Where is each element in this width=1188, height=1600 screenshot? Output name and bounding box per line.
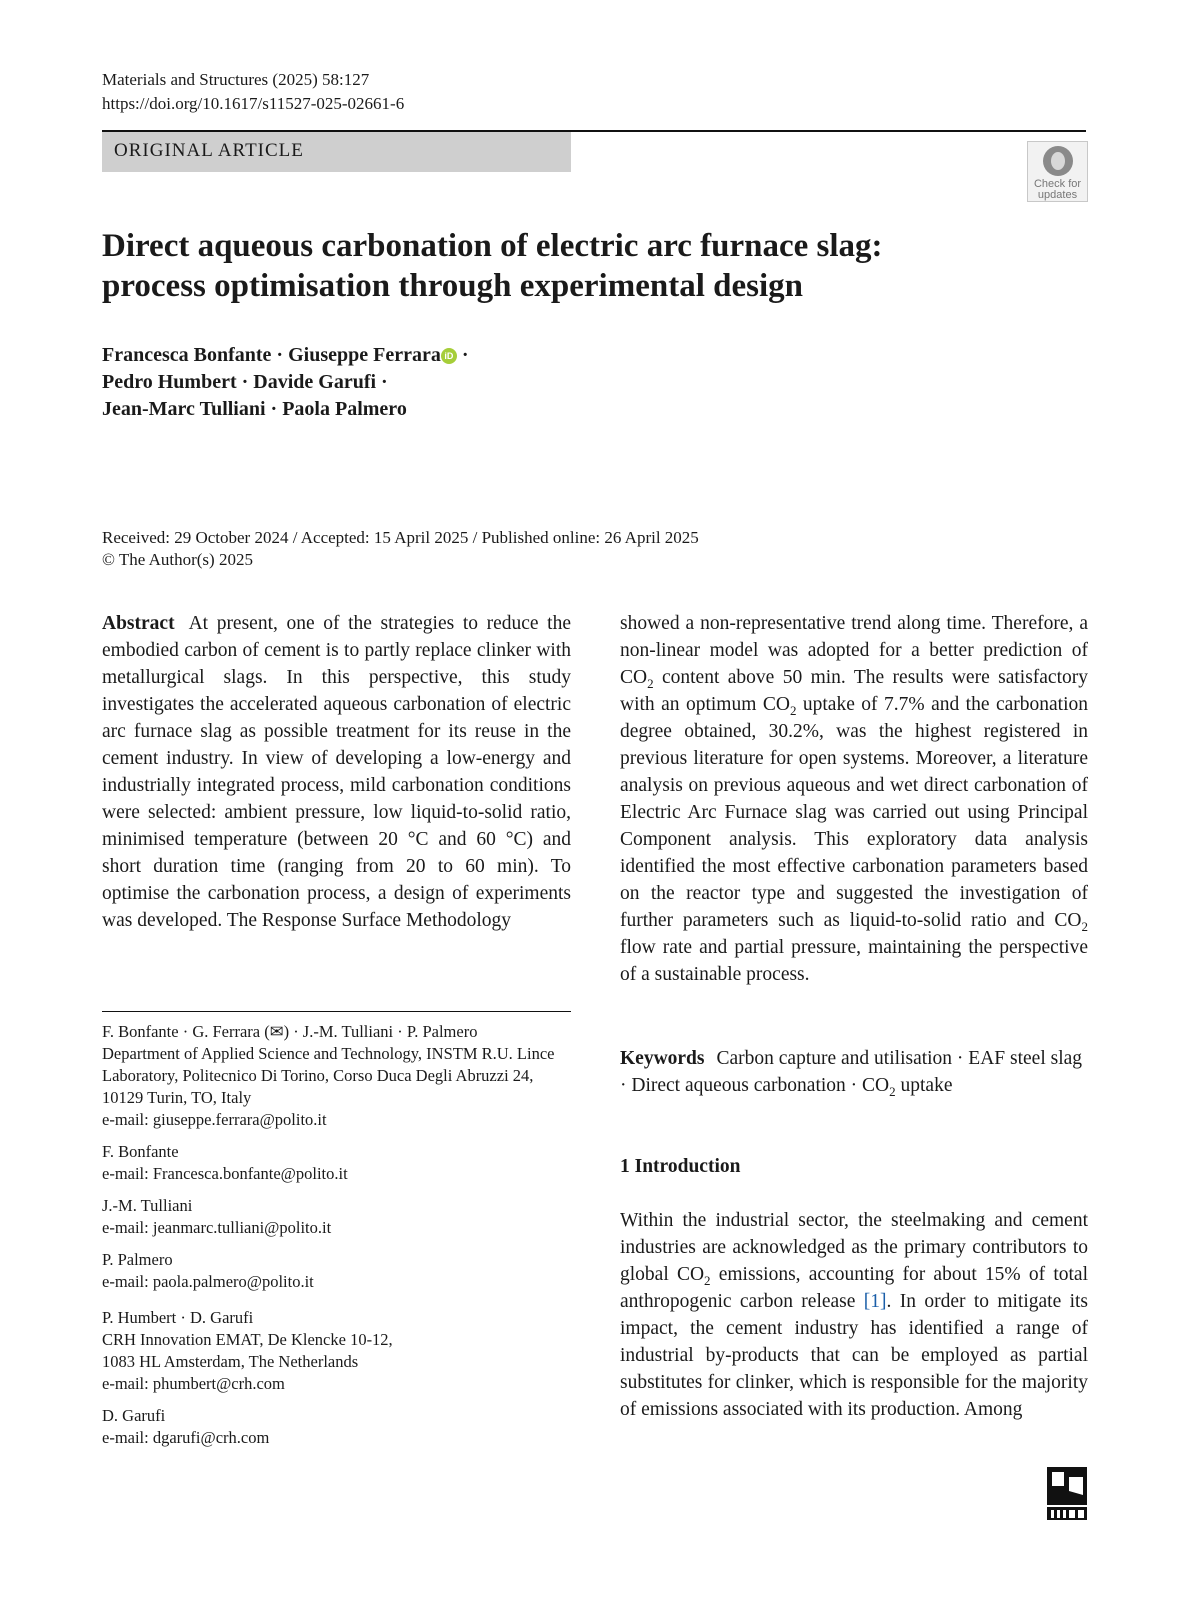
affiliation-names: J.-M. Tulliani (102, 1196, 193, 1215)
journal-citation: Materials and Structures (2025) 58:127 (102, 70, 370, 89)
abstract-text-right-4: flow rate and partial pressure, maintaining the perspective of a sustainable process. (620, 937, 1088, 985)
intro-text-1: Within the industrial sector, the steelmaking and cement industries are acknowledged as the primary contributors to global CO (620, 1210, 1088, 1285)
abstract-right-column (620, 610, 1088, 988)
authors-line-3: Jean-Marc Tulliani · Paola Palmero (102, 398, 407, 420)
keywords-text-end: uptake (895, 1075, 953, 1096)
subscript-2: 2 (704, 1272, 711, 1288)
check-for-updates-badge[interactable] (1027, 141, 1088, 202)
orcid-icon[interactable]: iD (441, 348, 457, 364)
affiliation-names: D. Garufi (102, 1406, 166, 1425)
rilem-logo-icon (1047, 1467, 1087, 1520)
affiliation-block (102, 1405, 571, 1449)
abstract-text-right-3: uptake of 7.7% and the carbonation degree obtained, 30.2%, was the highest registered in previous literature for open systems. Moreover, a literature analysis on previous aqueous and wet direct carbonation of Electric Arc Furnace slag was carried out using Principal Component analysis. This exploratory data analysis identified the most effective carbonation parameters based on the reactor type and suggested the investigation of further parameters such as liquid-to-solid ratio and CO (620, 694, 1088, 931)
affiliation-email[interactable]: e-mail: phumbert@crh.com (102, 1374, 285, 1393)
introduction-paragraph (620, 1207, 1088, 1423)
keywords-label: Keywords (620, 1048, 705, 1069)
authors-line-2: Pedro Humbert · Davide Garufi · (102, 371, 388, 393)
subscript-2: 2 (647, 675, 654, 691)
author-separator: · (456, 344, 469, 366)
keywords-text: Carbon capture and utilisation · EAF steel slag · Direct aqueous carbonation · CO (620, 1048, 1083, 1096)
subscript-2: 2 (889, 1083, 896, 1099)
history-dates: Received: 29 October 2024 / Accepted: 15 April 2025 / Published online: 26 April 2025 (102, 528, 699, 547)
check-updates-label-2: updates (1037, 189, 1078, 201)
affiliation-names: F. Bonfante (102, 1142, 179, 1161)
subscript-2: 2 (1081, 918, 1088, 934)
affiliation-email[interactable]: e-mail: jeanmarc.tulliani@polito.it (102, 1218, 332, 1237)
affiliation-names: P. Palmero (102, 1250, 173, 1269)
affiliation-email[interactable]: e-mail: giuseppe.ferrara@polito.it (102, 1110, 327, 1129)
intro-text-2: emissions, accounting for about 15% of total anthropogenic carbon release (620, 1264, 1088, 1312)
keywords (620, 1045, 1088, 1099)
check-updates-label-1: Check for (1033, 178, 1082, 190)
intro-text-3: . In order to mitigate its impact, the cement industry has identified a range of industrial by-products that can be employed as partial substitutes for clinker, which is responsible for the majority of emissions associated with its production. Among (620, 1291, 1088, 1420)
publication-dates (102, 527, 699, 571)
affiliations (102, 1021, 571, 1459)
abstract-text-left: At present, one of the strategies to reduce the embodied carbon of cement is to partly replace clinker with metallurgical slags. In this perspective, this study investigates the accelerated aqueous carbonation of electric arc furnace slag as possible treatment for its reuse in the cement industry. In view of developing a low-energy and industrially integrated process, mild carbonation conditions were selected: ambient pressure, low liquid-to-solid ratio, minimised temperature (between 20 °C and 60 °C) and short duration time (ranging from 20 to 60 min). To optimise the carbonation process, a design of experiments was developed. The Response Surface Methodology (102, 613, 571, 931)
check-updates-icon (1043, 146, 1073, 176)
author-list (102, 342, 469, 423)
citation-link[interactable]: [1] (863, 1291, 887, 1312)
paper-title: Direct aqueous carbonation of electric arc furnace slag: process optimisation through experimental design (102, 228, 883, 304)
affiliations-rule (102, 1011, 571, 1012)
article-type-banner: ORIGINAL ARTICLE (102, 132, 571, 172)
affiliation-block (102, 1195, 571, 1239)
abstract-label: Abstract (102, 613, 175, 634)
affiliation-address: 1083 HL Amsterdam, The Netherlands (102, 1352, 359, 1371)
affiliation-block (102, 1141, 571, 1185)
affiliation-block (102, 1021, 571, 1131)
affiliation-names: F. Bonfante · G. Ferrara (✉) · J.-M. Tulliani · P. Palmero (102, 1022, 478, 1041)
affiliation-address: CRH Innovation EMAT, De Klencke 10-12, (102, 1330, 393, 1349)
affiliation-email[interactable]: e-mail: dgarufi@crh.com (102, 1428, 270, 1447)
affiliation-block (102, 1249, 571, 1293)
affiliation-email[interactable]: e-mail: paola.palmero@polito.it (102, 1272, 314, 1291)
authors-line-1: Francesca Bonfante · Giuseppe Ferrara (102, 344, 441, 366)
copyright-notice: © The Author(s) 2025 (102, 550, 253, 569)
affiliation-block (102, 1307, 571, 1395)
affiliation-email[interactable]: e-mail: Francesca.bonfante@polito.it (102, 1164, 348, 1183)
affiliation-address: Department of Applied Science and Technology, INSTM R.U. Lince Laboratory, Politecnico Di Torino, Corso Duca Degli Abruzzi 24, 10129 Turin, TO, Italy (102, 1044, 555, 1107)
abstract-text-right-2: content above 50 min. The results were satisfactory with an optimum CO (620, 667, 1088, 715)
doi-link[interactable]: https://doi.org/10.1617/s11527-025-02661-6 (102, 94, 405, 113)
abstract-left-column (102, 610, 571, 934)
affiliation-names: P. Humbert · D. Garufi (102, 1308, 254, 1327)
abstract-text-right-1: showed a non-representative trend along time. Therefore, a non-linear model was adopted for a better prediction of CO (620, 613, 1088, 688)
subscript-2: 2 (789, 702, 797, 718)
section-heading-introduction: 1 Introduction (620, 1156, 741, 1177)
journal-header (102, 68, 404, 116)
